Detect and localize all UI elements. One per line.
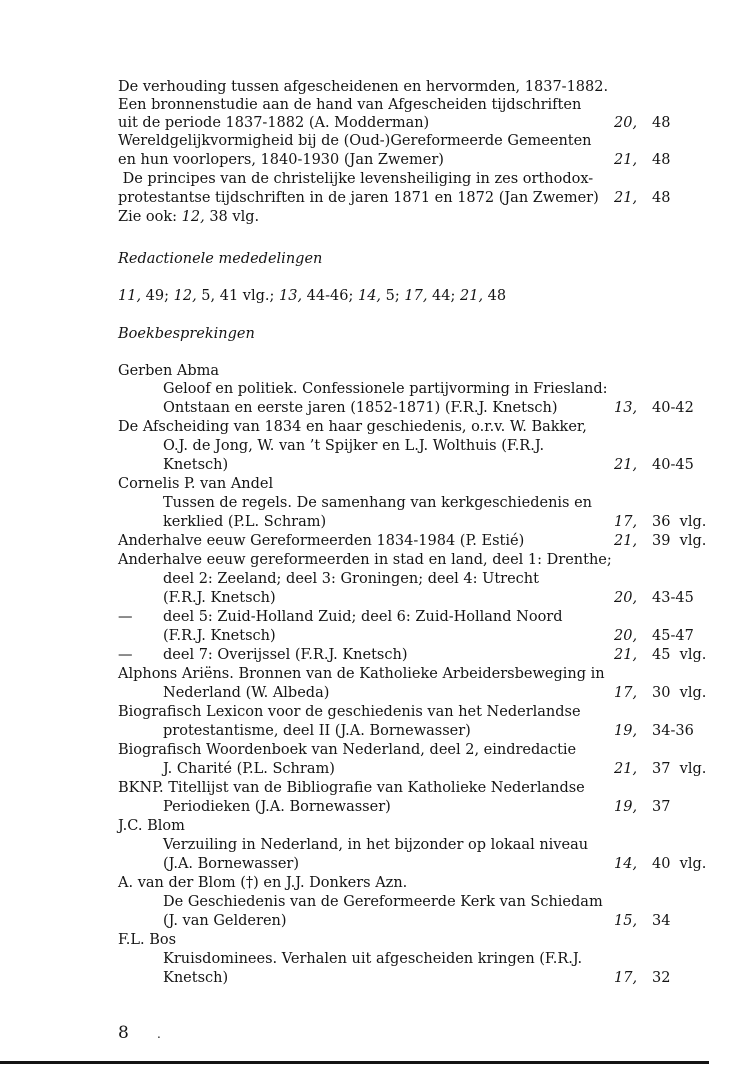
entry-line: De verhouding tussen afgescheidenen en hervormden, 1837-1882. xyxy=(118,79,609,95)
page-ref: 36 vlg. xyxy=(652,514,707,530)
volume-ref: 19, xyxy=(614,723,638,739)
redactionele-references xyxy=(118,287,506,305)
ref-pages: 48 xyxy=(483,288,507,304)
page-ref: 34-36 xyxy=(652,723,694,739)
review-entry-line: Periodieken (J.A. Bornewasser) xyxy=(163,799,391,815)
review-entry-line: protestantisme, deel II (J.A. Bornewasser) xyxy=(163,723,471,739)
volume-ref: 20, xyxy=(614,115,638,131)
review-entry-line: Ontstaan en eerste jaren (1852-1871) (F.R.J. Knetsch) xyxy=(163,400,558,416)
review-entry-line: J.C. Blom xyxy=(118,818,185,834)
volume-ref: 17, xyxy=(614,685,638,701)
volume-ref: 19, xyxy=(614,799,638,815)
ref-volume: 11, xyxy=(118,288,142,304)
see-also-pages: 38 vlg. xyxy=(204,209,260,225)
review-entry-line: Anderhalve eeuw gereformeerden in stad en land, deel 1: Drenthe; xyxy=(118,552,612,568)
page-ref: 48 xyxy=(652,115,671,131)
review-entry-line xyxy=(118,646,408,664)
volume-ref: 17, xyxy=(614,970,638,986)
review-entry-line: Gerben Abma xyxy=(118,363,220,379)
continuation-dash: — xyxy=(118,609,133,625)
review-entry-line: deel 2: Zeeland; deel 3: Groningen; deel 4: Utrecht xyxy=(163,571,539,587)
ref-volume: 14, xyxy=(357,288,382,304)
volume-ref: 21, xyxy=(614,190,638,206)
ref-volume: 13, xyxy=(279,288,303,304)
page-ref: 48 xyxy=(652,152,671,168)
review-entry-line: De Geschiedenis van de Gereformeerde Kerk van Schiedam xyxy=(163,894,603,910)
page-ref: 30 vlg. xyxy=(652,685,707,701)
see-also-prefix: Zie ook: xyxy=(118,209,182,225)
review-entry-line: De Afscheiding van 1834 en haar geschiedenis, o.r.v. W. Bakker, xyxy=(118,419,587,435)
volume-ref: 21, xyxy=(614,761,638,777)
entry-line: Wereldgelijkvormigheid bij de (Oud-)Gereformeerde Gemeenten xyxy=(118,133,592,149)
review-entry-line: Cornelis P. van Andel xyxy=(118,476,274,492)
page-ref: 45 vlg. xyxy=(652,647,707,663)
section-heading-boekbesprekingen: Boekbesprekingen xyxy=(118,326,255,342)
entry-line: protestantse tijdschriften in de jaren 1871 en 1872 (Jan Zwemer) xyxy=(118,190,599,206)
review-entry-line: O.J. de Jong, W. van ’t Spijker en L.J. Wolthuis (F.R.J. xyxy=(163,438,545,454)
ref-pages: 5, 41 vlg.; xyxy=(196,288,280,304)
volume-ref: 17, xyxy=(614,514,638,530)
entry-line: Een bronnenstudie aan de hand van Afgescheiden tijdschriften xyxy=(118,97,582,113)
see-also-volume: 12, xyxy=(181,209,205,225)
volume-ref: 14, xyxy=(614,856,638,872)
ref-volume: 12, xyxy=(173,288,197,304)
review-entry-line: Verzuiling in Nederland, in het bijzonder op lokaal niveau xyxy=(163,837,589,853)
review-entry-text: deel 7: Overijssel (F.R.J. Knetsch) xyxy=(163,647,408,663)
review-entry-line: Nederland (W. Albeda) xyxy=(163,685,330,701)
page-ref: 48 xyxy=(652,190,671,206)
review-entry-line: Kruisdominees. Verhalen uit afgescheiden kringen (F.R.J. xyxy=(163,951,583,967)
review-entry-line: Geloof en politiek. Confessionele partijvorming in Friesland: xyxy=(163,381,608,397)
page-number: 8 xyxy=(118,1023,129,1043)
page-ref: 32 xyxy=(652,970,671,986)
review-entry-line: (F.R.J. Knetsch) xyxy=(163,628,276,644)
review-entry-line xyxy=(118,608,563,626)
volume-ref: 21, xyxy=(614,647,638,663)
page-ref: 43-45 xyxy=(652,590,694,606)
ref-pages: 44-46; xyxy=(302,288,358,304)
ref-volume: 21, xyxy=(460,288,484,304)
volume-ref: 15, xyxy=(614,913,638,929)
review-entry-line: (F.R.J. Knetsch) xyxy=(163,590,276,606)
page-ref: 34 xyxy=(652,913,671,929)
review-entry-line: Tussen de regels. De samenhang van kerkgeschiedenis en xyxy=(163,495,593,511)
review-entry-line: A. van der Blom (†) en J.J. Donkers Azn. xyxy=(118,875,408,891)
volume-ref: 20, xyxy=(614,628,638,644)
page-ref: 45-47 xyxy=(652,628,694,644)
review-entry-line: Alphons Ariëns. Bronnen van de Katholieke Arbeidersbeweging in xyxy=(118,666,605,682)
review-entry-line: (J.A. Bornewasser) xyxy=(163,856,299,872)
ref-pages: 44; xyxy=(427,288,461,304)
entry-line: uit de periode 1837-1882 (A. Modderman) xyxy=(118,115,430,131)
volume-ref: 21, xyxy=(614,533,638,549)
ref-pages: 49; xyxy=(141,288,174,304)
page-ref: 40 vlg. xyxy=(652,856,707,872)
review-entry-line: J. Charité (P.L. Schram) xyxy=(163,761,335,777)
volume-ref: 21, xyxy=(614,457,638,473)
ref-volume: 17, xyxy=(404,288,428,304)
section-heading-redactionele: Redactionele mededelingen xyxy=(118,251,323,267)
page-ref: 37 xyxy=(652,799,671,815)
review-entry-line: Biografisch Lexicon voor de geschiedenis van het Nederlandse xyxy=(118,704,581,720)
ref-pages: 5; xyxy=(381,288,405,304)
page-mark: . xyxy=(157,1027,161,1041)
review-entry-line: Knetsch) xyxy=(163,457,229,473)
review-entry-line: BKNP. Titellijst van de Bibliografie van Katholieke Nederlandse xyxy=(118,780,585,796)
see-also-line xyxy=(118,208,259,226)
page-ref: 39 vlg. xyxy=(652,533,707,549)
review-entry-line: Biografisch Woordenboek van Nederland, deel 2, eindredactie xyxy=(118,742,577,758)
page-ref: 40-42 xyxy=(652,400,694,416)
review-entry-text: deel 5: Zuid-Holland Zuid; deel 6: Zuid-Holland Noord xyxy=(163,609,563,625)
review-entry-line: Knetsch) xyxy=(163,970,229,986)
entry-line: en hun voorlopers, 1840-1930 (Jan Zwemer) xyxy=(118,152,444,168)
volume-ref: 20, xyxy=(614,590,638,606)
volume-ref: 21, xyxy=(614,152,638,168)
continuation-dash: — xyxy=(118,647,133,663)
review-entry-line: (J. van Gelderen) xyxy=(163,913,287,929)
volume-ref: 13, xyxy=(614,400,638,416)
review-entry-line: kerklied (P.L. Schram) xyxy=(163,514,327,530)
review-entry-line: Anderhalve eeuw Gereformeerden 1834-1984 (P. Estié) xyxy=(118,533,525,549)
page-ref: 40-45 xyxy=(652,457,694,473)
page-ref: 37 vlg. xyxy=(652,761,707,777)
review-entry-line: F.L. Bos xyxy=(118,932,177,948)
entry-line: De principes van de christelijke levensheiliging in zes orthodox- xyxy=(118,171,594,187)
footer-rule xyxy=(0,1061,709,1064)
